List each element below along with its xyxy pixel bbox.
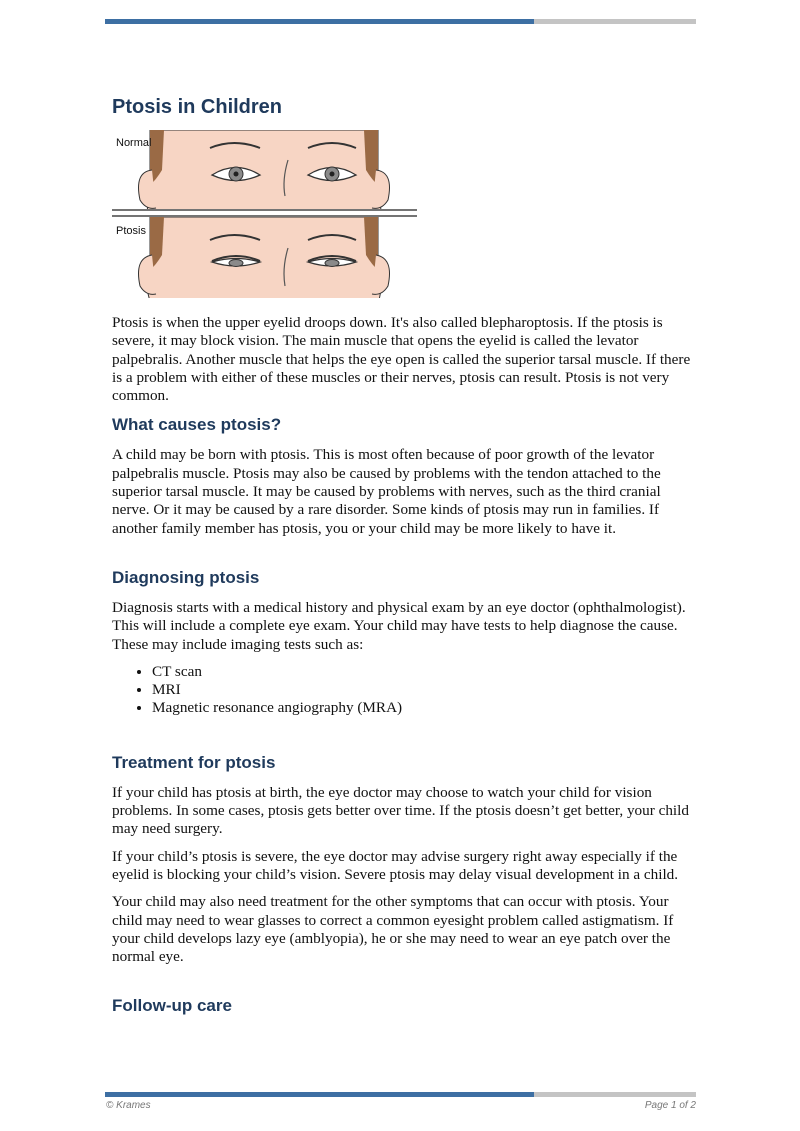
list-item: • MRI — [152, 681, 692, 699]
imaging-tests-list — [112, 663, 692, 718]
section-heading-followup: Follow-up care — [112, 996, 232, 1016]
bottom-bar-blue — [105, 1092, 534, 1097]
intro-paragraph: Ptosis is when the upper eyelid droops down. It's also called blepharoptosis. If the ptosis is severe, it may block vision. The main muscle that opens the eyelid is called the levator palpebralis. Another muscle that helps the eye open is called the superior tarsal muscle. If there is a problem with either of these muscles or their nerves, ptosis can result. Ptosis is not very common. — [112, 314, 691, 405]
causes-paragraph: A child may be born with ptosis. This is most often because of poor growth of the levator palpebralis muscle. Ptosis may also be caused by problems with the tendon attached to the superior tarsal muscle. It may be caused by problems with nerves, such as the third cranial nerve. Or it may be caused by a rare disorder. Some kinds of ptosis may run in families. If another family member has ptosis, you or your child may be more likely to have it. — [112, 446, 661, 537]
top-accent-bar — [105, 19, 696, 24]
section-heading-diagnosing: Diagnosing ptosis — [112, 567, 260, 587]
list-item: • CT scan — [152, 663, 692, 681]
top-bar-blue — [105, 19, 534, 24]
ptosis-label: Ptosis — [116, 225, 146, 237]
normal-label: Normal — [116, 137, 152, 149]
treatment-paragraph-3: Your child may also need treatment for the other symptoms that can occur with ptosis. Your child may need to wear glasses to correct a common eyesight problem called astigmatism. If your child develops lazy eye (amblyopia), he or she may need to wear an eye patch over the normal eye. — [112, 893, 674, 966]
bottom-accent-bar — [105, 1092, 696, 1097]
diagnosing-paragraph: Diagnosis starts with a medical history and physical exam by an eye doctor (ophthalmologist). This will include a complete eye exam. Your child may have tests to help diagnose the cause. These may include imaging tests such as: — [112, 598, 686, 653]
section-heading-treatment: Treatment for ptosis — [112, 752, 276, 772]
treatment-paragraph-2: If your child’s ptosis is severe, the eye doctor may advise surgery right away especially if the eyelid is blocking your child’s vision. Severe ptosis may delay visual development in a child. — [112, 847, 679, 883]
bottom-bar-gray — [534, 1092, 696, 1097]
normal-face-illustration — [139, 130, 390, 230]
page-title: Ptosis in Children — [112, 96, 283, 118]
section-heading-causes: What causes ptosis? — [112, 415, 282, 435]
list-item: • Magnetic resonance angiography (MRA) — [152, 699, 692, 717]
top-bar-gray — [534, 19, 696, 24]
treatment-paragraph-1: If your child has ptosis at birth, the eye doctor may choose to watch your child for vision problems. In some cases, ptosis gets better over time. If the ptosis doesn’t get better, your child may need surgery. — [112, 783, 689, 838]
ptosis-illustration — [112, 130, 417, 298]
ptosis-face-illustration — [139, 217, 390, 298]
document-body — [112, 94, 692, 1027]
footer-copyright: © Krames — [106, 1100, 151, 1111]
footer-page-number: Page 1 of 2 — [644, 1100, 696, 1111]
